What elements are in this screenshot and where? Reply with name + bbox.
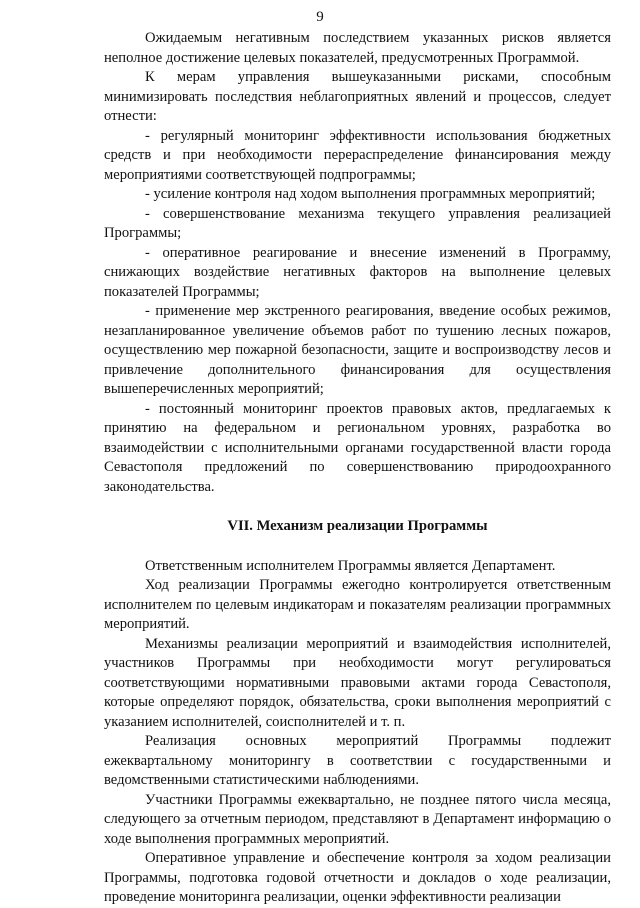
- list-item-budget-monitoring: - регулярный мониторинг эффективности использования бюджетных средств и при необходимости перераспределение финансирования между мероприятиями соответствующей подпрограммы;: [104, 127, 611, 183]
- list-item-operational-response: - оперативное реагирование и внесение изменений в Программу, снижающих воздействие негативных факторов на выполнение целевых показателей Программы;: [104, 244, 611, 300]
- paragraph-implementation-mechanisms: Механизмы реализации мероприятий и взаимодействия исполнителей, участников Программы при необходимости могут регулироваться соответствующими нормативными правовыми актами города Севастополя, которые определяют порядок, обязательства, сроки выполнения мероприятий с указанием исполнителей, соисполнителей и т. п.: [104, 635, 611, 730]
- list-item-emergency-measures: - применение мер экстренного реагирования, введение особых режимов, незапланированное увеличение объемов работ по тушению лесных пожаров, осуществлению мер пожарной безопасности, защите и воспроизводству лесов и привлечение дополнительного финансирования для осуществления вышеперечисленных мероприятий;: [104, 303, 611, 397]
- paragraph-participant-reporting: Участники Программы ежеквартально, не позднее пятого числа месяца, следующего за отчетным периодом, представляют в Департамент информацию о ходе выполнения программных мероприятий.: [104, 791, 611, 847]
- paragraph-responsible-executor: Ответственным исполнителем Программы является Департамент.: [145, 557, 556, 574]
- document-body: [104, 29, 611, 908]
- list-item-legal-monitoring: - постоянный мониторинг проектов правовых актов, предлагаемых к принятию на федеральном и региональном уровнях, разработка во взаимодействии с исполнительными органами государственной власти города Севастополя предложений по совершенствованию природоохранного законодательства.: [104, 400, 611, 495]
- page-number: 9: [316, 9, 324, 25]
- list-item-management-improvement: - совершенствование механизма текущего управления реализацией Программы;: [104, 205, 611, 241]
- paragraph-annual-control: Ход реализации Программы ежегодно контролируется ответственным исполнителем по целевым индикаторам и показателям реализации программных мероприятий.: [104, 577, 611, 632]
- paragraph-operational-management: Оперативное управление и обеспечение контроля за ходом реализации Программы, подготовка годовой отчетности и докладов о ходе реализации, проведение мониторинга реализации, оценки эффективности реализации: [104, 850, 611, 905]
- paragraph-risk-consequence: Ожидаемым негативным последствием указанных рисков является неполное достижение целевых показателей, предусмотренных Программой.: [104, 30, 611, 66]
- section-heading: VII. Механизм реализации Программы: [227, 518, 488, 534]
- paragraph-quarterly-monitoring: Реализация основных мероприятий Программы подлежит ежеквартальному мониторингу в соответствии с государственными и ведомственными статистическими наблюдениями.: [104, 733, 611, 788]
- paragraph-risk-measures-intro: К мерам управления вышеуказанными рисками, способным минимизировать последствия неблагоприятных явлений и процессов, следует отнести:: [104, 69, 611, 124]
- list-item-control-strengthening: - усиление контроля над ходом выполнения программных мероприятий;: [145, 186, 596, 202]
